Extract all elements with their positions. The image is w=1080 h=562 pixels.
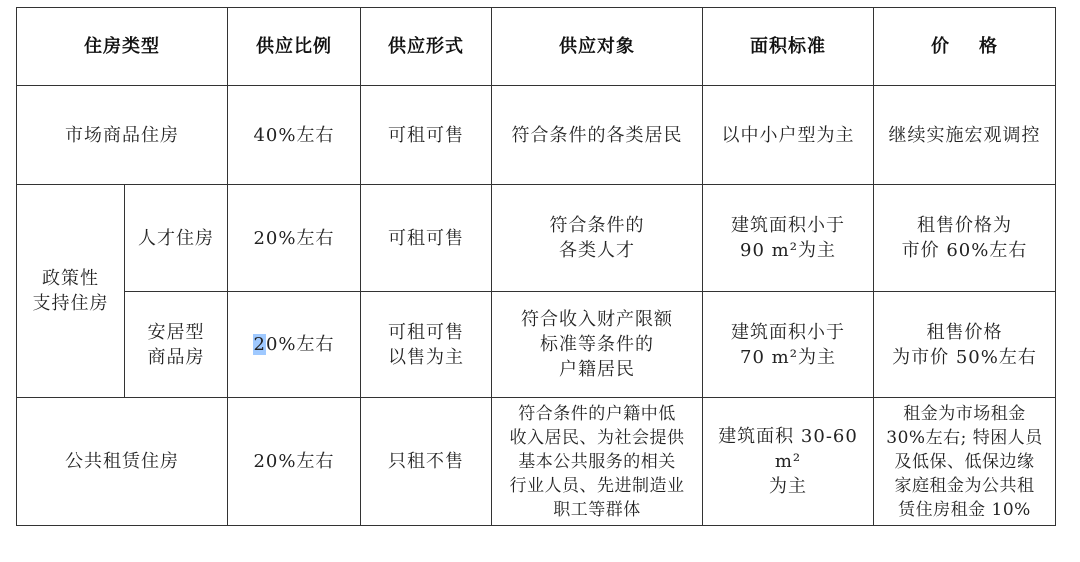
policy-group-line-1: 政策性: [42, 268, 99, 289]
table-row-public-rental: [17, 398, 1056, 526]
public-target-line-2: 收入居民、为社会提供: [509, 427, 685, 448]
anju-price-line-1: 租售价格: [926, 321, 1003, 343]
anju-form-line-1: 可租可售: [388, 321, 464, 343]
cell-public-ratio: 20%左右: [228, 398, 361, 526]
anju-form-line-2: 以售为主: [388, 346, 464, 368]
header-supply-target: 供应对象: [492, 8, 703, 86]
cell-market-area: [703, 86, 874, 185]
public-price-line-4: 家庭租金为公共租: [894, 475, 1035, 496]
cell-talent-form: [361, 185, 492, 292]
market-area-line: 以中小户型为主: [721, 124, 855, 146]
cell-market-form: 可租可售: [361, 86, 492, 185]
cell-market-ratio: 40%左右: [228, 86, 361, 185]
anju-area-line-2: 70 m²为主: [740, 346, 836, 368]
cell-public-price: [874, 398, 1056, 526]
market-price-line: 继续实施宏观调控: [888, 124, 1041, 146]
cell-market-price: [874, 86, 1056, 185]
cell-policy-group-label: [17, 185, 125, 398]
table-row-market: [17, 86, 1056, 185]
talent-target-line-2: 各类人才: [559, 240, 635, 261]
header-price: [874, 8, 1056, 86]
anju-target-line-3: 户籍居民: [559, 359, 635, 380]
public-area-line-1: 建筑面积 30-60 m²: [718, 426, 858, 472]
cell-anju-target: [492, 292, 703, 398]
cell-anju-form: [361, 292, 492, 398]
public-price-line-1: 租金为市场租金: [903, 403, 1026, 424]
public-target-line-1: 符合条件的户籍中低: [518, 403, 676, 424]
table-row-anju: [17, 292, 1056, 398]
header-supply-form: 供应形式: [361, 8, 492, 86]
talent-price-line-1: 租售价格为: [917, 215, 1012, 236]
anju-type-line-1: 安居型: [147, 321, 205, 343]
anju-price-line-2: 为市价 50%左右: [892, 346, 1037, 368]
market-target-line: 符合条件的各类居民: [511, 124, 683, 146]
cell-public-area: [703, 398, 874, 526]
cell-talent-area: [703, 185, 874, 292]
public-price-line-3: 及低保、低保边缘: [894, 451, 1035, 472]
anju-area-line-1: 建筑面积小于: [731, 321, 845, 343]
anju-ratio-rest: 0%左右: [265, 334, 335, 355]
cell-market-type: 市场商品住房: [17, 86, 228, 185]
cell-anju-area: [703, 292, 874, 398]
anju-type-line-2: 商品房: [147, 346, 205, 368]
cell-talent-price: [874, 185, 1056, 292]
public-target-line-3: 基本公共服务的相关: [518, 451, 676, 472]
text-selection-highlight[interactable]: 2: [253, 334, 266, 355]
cell-anju-type: [125, 292, 228, 398]
header-price-label: 价 格: [930, 36, 999, 57]
header-supply-ratio: 供应比例: [228, 8, 361, 86]
public-target-line-4: 行业人员、先进制造业: [509, 475, 685, 496]
cell-anju-price: [874, 292, 1056, 398]
cell-talent-target: [492, 185, 703, 292]
cell-public-form: 只租不售: [361, 398, 492, 526]
talent-area-line-2: 90 m²为主: [740, 240, 836, 261]
cell-talent-type: 人才住房: [125, 185, 228, 292]
cell-public-target: [492, 398, 703, 526]
anju-target-line-1: 符合收入财产限额: [521, 309, 673, 330]
header-row: [17, 8, 1056, 86]
housing-supply-table: [16, 7, 1056, 526]
public-target-line-5: 职工等群体: [553, 499, 641, 520]
talent-target-line-1: 符合条件的: [549, 215, 645, 236]
cell-anju-ratio[interactable]: [228, 292, 361, 398]
header-housing-type: 住房类型: [17, 8, 228, 86]
header-area-standard: 面积标准: [703, 8, 874, 86]
talent-price-line-2: 市价 60%左右: [901, 240, 1028, 261]
anju-target-line-2: 标准等条件的: [540, 334, 654, 355]
table-row-talent: [17, 185, 1056, 292]
public-price-line-5: 赁住房租金 10%: [898, 499, 1031, 520]
cell-market-target: [492, 86, 703, 185]
cell-talent-ratio: 20%左右: [228, 185, 361, 292]
public-price-line-2: 30%左右; 特困人员: [886, 427, 1043, 448]
talent-form-line: 可租可售: [388, 227, 464, 249]
talent-area-line-1: 建筑面积小于: [731, 215, 845, 236]
policy-group-line-2: 支持住房: [32, 293, 109, 314]
public-area-line-2: 为主: [769, 476, 807, 497]
cell-public-type: 公共租赁住房: [17, 398, 228, 526]
